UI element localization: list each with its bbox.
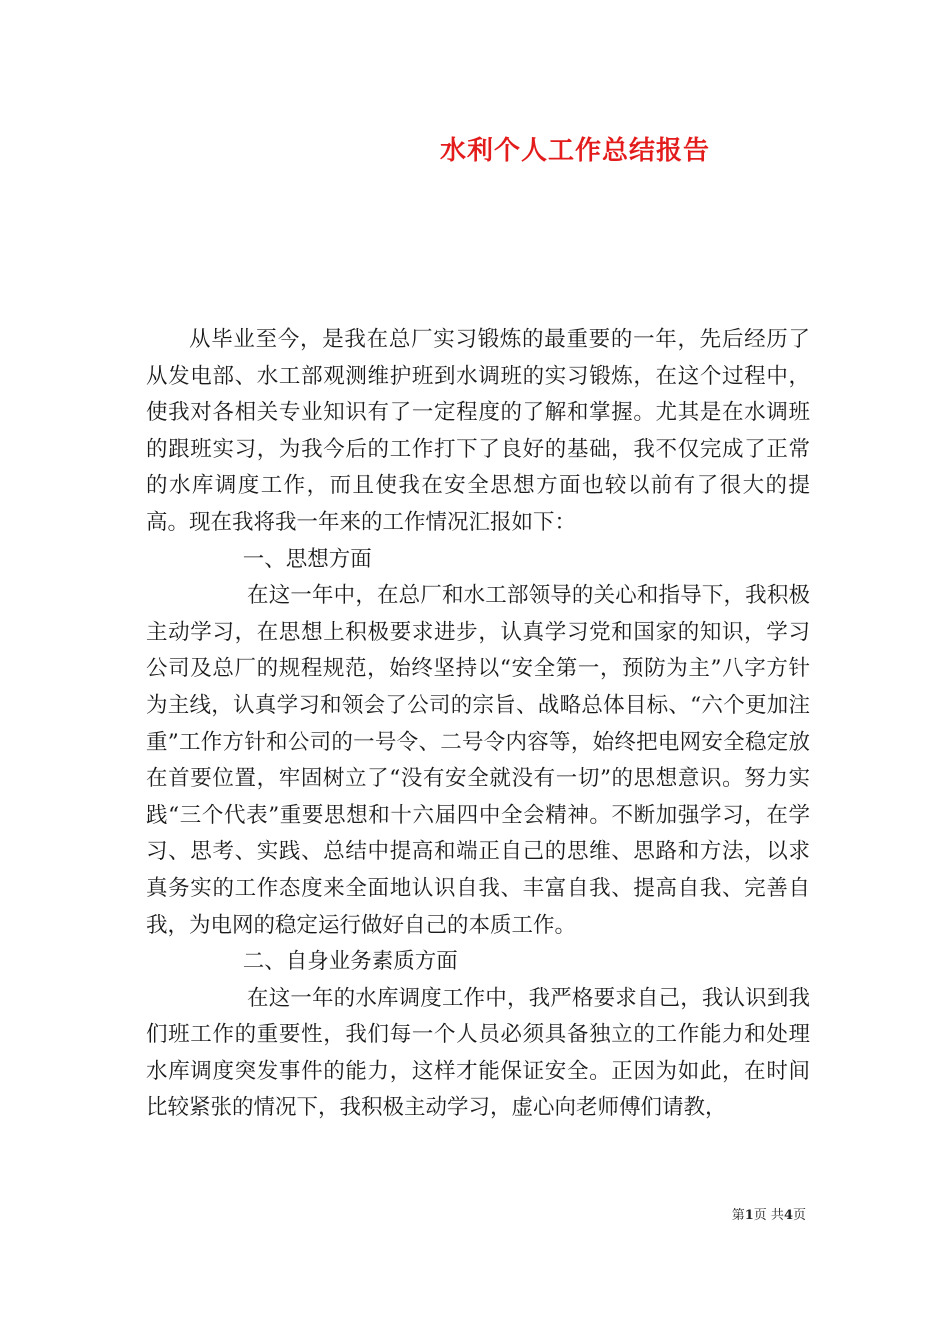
document-body [146,322,810,1127]
section-heading-business: 二、自身业务素质方面 [242,949,458,975]
paragraph-thought: 在这一年中，在总厂和水工部领导的关心和指导下，我积极主动学习，在思想上积极要求进步，认真学习党和国家的知识，学习公司及总厂的规程规范，始终坚持以“安全第一，预防为主”八字方针为主线，认真学习和领会了公司的宗旨、战略总体目标、“六个更加注重”工作方针和公司的一号令、二号令内容等，始终把电网安全稳定放在首要位置，牢固树立了“没有安全就没有一切”的思想意识。努力实践“三个代表”重要思想和十六届四中全会精神。不断加强学习，在学习、思考、实践、总结中提高和端正自己的思维、思路和方法，以求真务实的工作态度来全面地认识自我、丰富自我、提高自我、完善自我，为电网的稳定运行做好自己的本质工作。 [146,583,810,938]
footer-current-page: 1 [744,1208,754,1223]
footer-middle: 页 共 [753,1208,784,1223]
document-title: 水利个人工作总结报告 [439,136,710,166]
page-number-footer [732,1204,806,1223]
footer-suffix: 页 [792,1208,806,1223]
section-heading-thought: 一、思想方面 [242,546,372,572]
footer-prefix: 第 [731,1208,745,1223]
footer-total-pages: 4 [783,1208,793,1223]
paragraph-intro: 从毕业至今，是我在总厂实习锻炼的最重要的一年，先后经历了从发电部、水工部观测维护班到水调班的实习锻炼，在这个过程中，使我对各相关专业知识有了一定程度的了解和掌握。尤其是在水调班的跟班实习，为我今后的工作打下了良好的基础，我不仅完成了正常的水库调度工作，而且使我在安全思想方面也较以前有了很大的提高。现在我将我一年来的工作情况汇报如下： [146,327,810,535]
paragraph-business: 在这一年的水库调度工作中，我严格要求自己，我认识到我们班工作的重要性，我们每一个人员必须具备独立的工作能力和处理水库调度突发事件的能力，这样才能保证安全。正因为如此，在时间比较紧张的情况下，我积极主动学习，虚心向老师傅们请教， [146,985,810,1121]
